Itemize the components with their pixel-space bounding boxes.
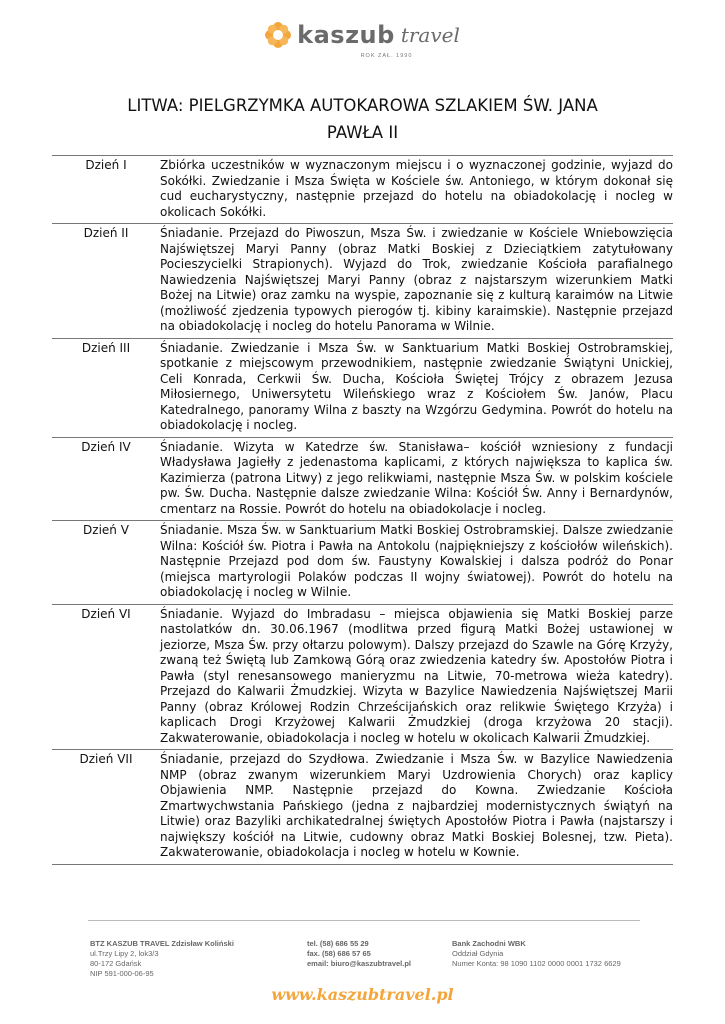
day-label: Dzień VI bbox=[52, 604, 160, 750]
footer-divider bbox=[88, 920, 640, 921]
day-label: Dzień I bbox=[52, 156, 160, 224]
company-city: 80-172 Gdańsk bbox=[90, 959, 142, 968]
footer-bank bbox=[452, 939, 652, 969]
logo bbox=[0, 14, 725, 59]
bank-branch: Oddział Gdynia bbox=[452, 949, 504, 958]
brand-name: kaszub bbox=[297, 21, 395, 49]
company-street: ul.Trzy Lipy 2, lok3/3 bbox=[90, 949, 159, 958]
day-description: Śniadanie. Zwiedzanie i Msza Św. w Sanktuarium Matki Boskiej Ostrobramskiej, spotkanie z miejscowym przewodnikiem, następnie zwiedzanie Świątyni Unickiej, Celi Konrada, Cerkwii Św. Ducha, Kościoła Świętej Trójcy z obrazem Jezusa Miłosiernego, Uniwersytetu Wileńskiego wraz z Kościołem Św. Janów, Placu Katedralnego, panoramy Wilna z baszty na Wzgórzu Gedymina. Powrót do hotelu na obiadokolację i nocleg. bbox=[160, 338, 673, 437]
flower-icon bbox=[265, 22, 291, 48]
itinerary-table bbox=[52, 155, 673, 865]
day-label: Dzień VII bbox=[52, 750, 160, 865]
day-description: Śniadanie, przejazd do Szydłowa. Zwiedzanie i Msza Św. w Bazylice Nawiedzenia NMP (obraz zwanym wizerunkiem Maryi Uzdrowienia Chorych) oraz kaplicy Objawienia NMP. Następnie przejazd do Kowna. Zwiedzanie Kościoła Zmartwychwstania Pańskiego (jedna z najbardziej modernistycznych świątyń na Litwie) oraz Bazyliki archikatedralnej świętych Apostołów Piotra i Pawła (najstarszy i największy kościół na Litwie, cudowny obraz Matki Boskiej Bolesnej, tzw. Pieta). Zakwaterowanie, obiadokolacja i nocleg w hotelu w Kownie. bbox=[160, 750, 673, 865]
company-name: BTZ KASZUB TRAVEL Zdzisław Koliński bbox=[90, 939, 234, 948]
contact-tel: tel. (58) 686 55 29 bbox=[307, 939, 369, 948]
contact-fax: fax. (58) 686 57 65 bbox=[307, 949, 371, 958]
contact-email[interactable]: email: biuro@kaszubtravel.pl bbox=[307, 959, 412, 968]
footer-contact bbox=[307, 939, 447, 969]
table-row bbox=[52, 750, 673, 865]
bank-account: Numer Konta: 98 1090 1102 0000 0001 1732 6629 bbox=[452, 959, 621, 968]
company-nip: NIP 591-000-06-95 bbox=[90, 969, 154, 978]
page-title: LITWA: PIELGRZYMKA AUTOKAROWA SZLAKIEM ŚW. JANA PAWŁA II bbox=[127, 96, 598, 142]
day-description: Śniadanie. Wizyta w Katedrze św. Stanisława– kościół wzniesiony z fundacji Władysława Jagiełły z jedenastoma kaplicami, z których największa to kaplica św. Kazimierza (patrona Litwy) z jego relikwiami, następnie Msza Św. w polskim kościele pw. Św. Ducha. Następnie dalsze zwiedzanie Wilna: Kościół Św. Anny i Bernardynów, cmentarz na Rossie. Powrót do hotelu na obiadokolacje i nocleg. bbox=[160, 437, 673, 521]
day-label: Dzień V bbox=[52, 521, 160, 605]
day-label: Dzień III bbox=[52, 338, 160, 437]
table-row bbox=[52, 224, 673, 339]
footer-company bbox=[90, 939, 290, 979]
table-row bbox=[52, 156, 673, 224]
day-description: Śniadanie. Przejazd do Piwoszun, Msza Św. i zwiedzanie w Kościele Wniebowzięcia Najświętszej Maryi Panny (obraz Matki Boskiej z Dzieciątkiem zatytułowany Pocieszycielki Strapionych). Wyjazd do Trok, zwiedzanie Kościoła parafialnego Nawiedzenia Najświętszej Maryi Panny (obraz z najstarszym wizerunkiem Matki Bożej na Litwie) oraz zamku na wyspie, zapoznanie się z kulturą karaimów na Litwie (możliwość zjedzenia typowych pierogów tj. kibiny karaimskie). Następnie przejazd na obiadokolację i nocleg do hotelu Panorama w Wilnie. bbox=[160, 224, 673, 339]
website-link[interactable]: www.kaszubtravel.pl bbox=[271, 985, 454, 1004]
day-description: Zbiórka uczestników w wyznaczonym miejscu i o wyznaczonej godzinie, wyjazd do Sokółki. Zwiedzanie i Msza Święta w Kościele św. Antoniego, w którym dokonał się cud eucharystyczny, następnie przejazd do hotelu na obiadokolację i nocleg w okolicach Sokółki. bbox=[160, 156, 673, 224]
founded-label: ROK ZAŁ. 1990 bbox=[360, 53, 413, 59]
brand-script: travel bbox=[400, 23, 460, 47]
table-row bbox=[52, 338, 673, 437]
day-label: Dzień IV bbox=[52, 437, 160, 521]
day-description: Śniadanie. Wyjazd do Imbradasu – miejsca objawienia się Matki Boskiej parze nastolatków dn. 30.06.1967 (modlitwa przed figurą Matki Bożej ustawionej w jeziorze, Msza Św. przy ołtarzu polowym). Dalszy przejazd do Szawle na Górę Krzyży, zwaną też Świętą lub Zamkową Górą oraz zwiedzenia katedry św. Apostołów Piotra i Pawła (styl renesansowego manieryzmu na Litwie, 70-metrowa wieża katedry). Przejazd do Kalwarii Żmudzkiej. Wizyta w Bazylice Nawiedzenia Najświętszej Marii Panny (obraz Królowej Rodzin Chrześcijańskich oraz relikwie Świętego Krzyża) i kaplicach Drogi Krzyżowej Kalwarii Żmudzkiej (droga krzyżowa 20 stacji). Zakwaterowanie, obiadokolacja i nocleg w hotelu w okolicach Kalwarii Żmudzkiej. bbox=[160, 604, 673, 750]
day-description: Śniadanie. Msza Św. w Sanktuarium Matki Boskiej Ostrobramskiej. Dalsze zwiedzanie Wilna: Kościół św. Piotra i Pawła na Antokolu (najpiękniejszy z kościołów wileńskich). Następnie Przejazd pod dom św. Faustyny Kowalskiej i dalsza podróż do Ponar (miejsca martyrologii Polaków podczas II wojny światowej). Powrót do hotelu na obiadokolację i nocleg w Wilnie. bbox=[160, 521, 673, 605]
table-row bbox=[52, 604, 673, 750]
day-label: Dzień II bbox=[52, 224, 160, 339]
table-row bbox=[52, 437, 673, 521]
table-row bbox=[52, 521, 673, 605]
bank-name: Bank Zachodni WBK bbox=[452, 939, 526, 948]
